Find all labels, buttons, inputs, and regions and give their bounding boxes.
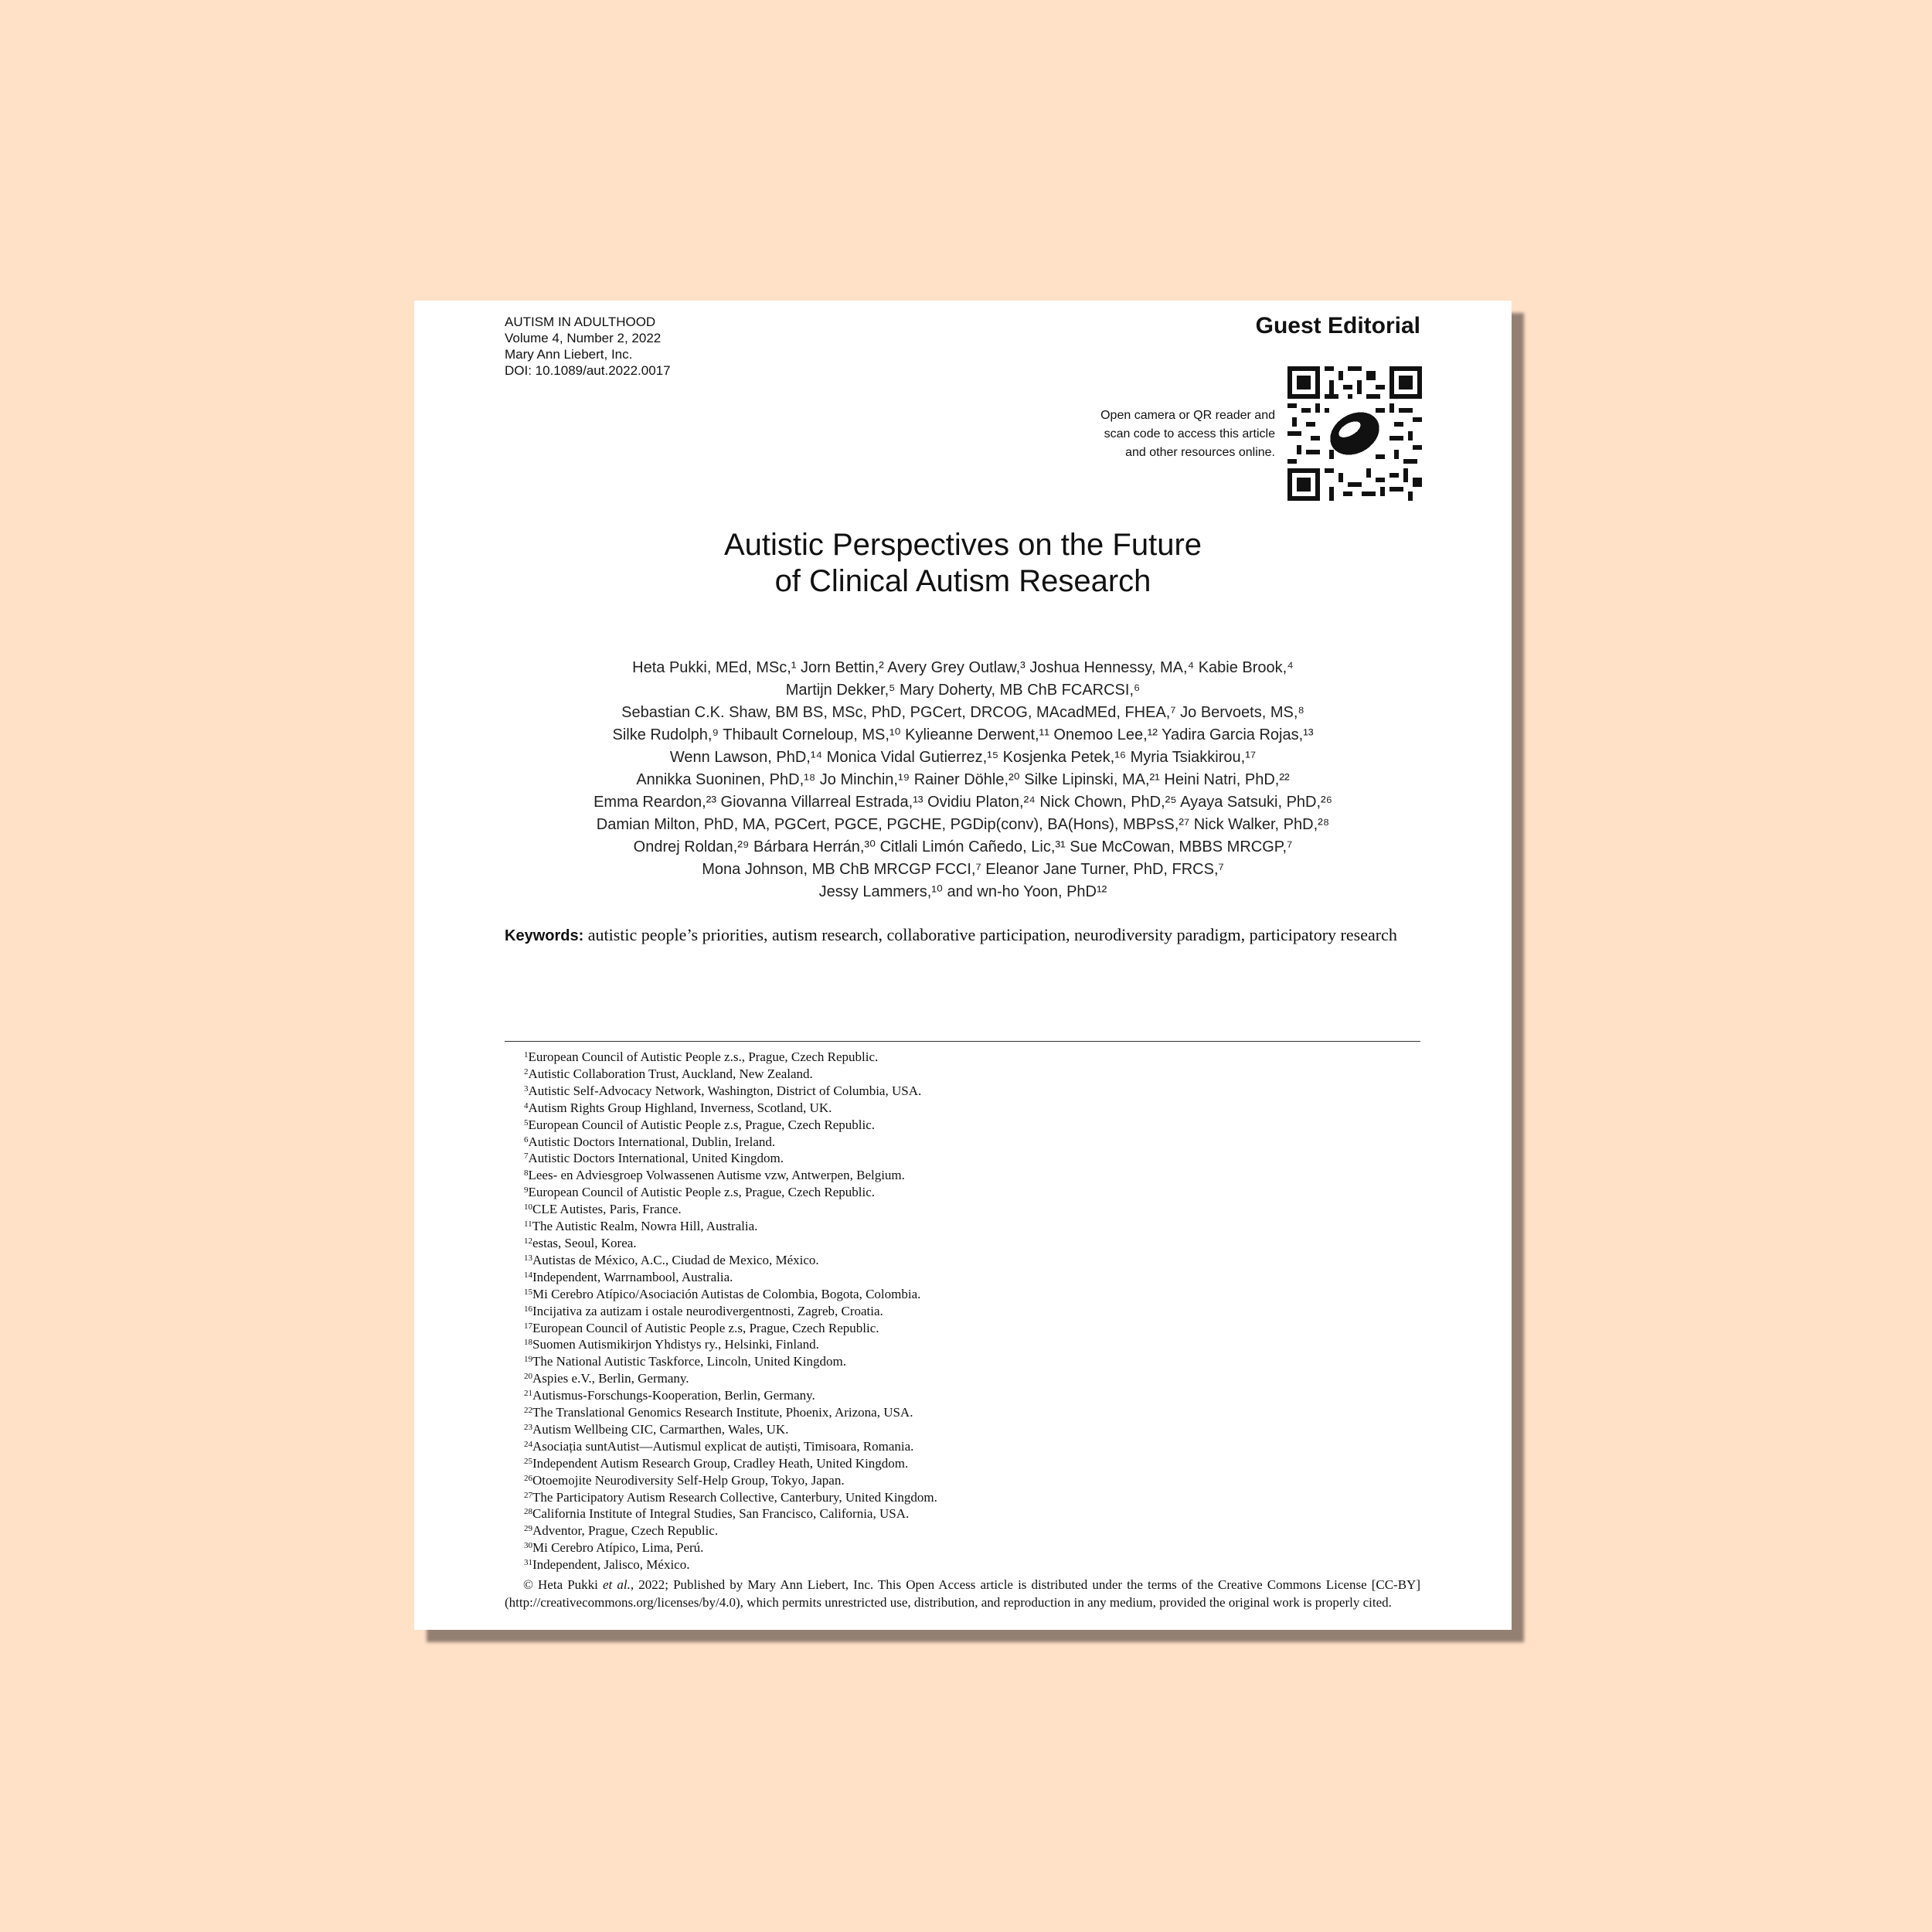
affiliation-item: [524, 1150, 937, 1167]
affiliation-item: [524, 1286, 937, 1303]
author-line: Wenn Lawson, PhD,¹⁴ Monica Vidal Gutierrez,¹⁵ Kosjenka Petek,¹⁶ Myria Tsiakkirou,¹⁷: [669, 749, 1257, 766]
affiliation-number: 30: [524, 1541, 532, 1551]
author-line: Sebastian C.K. Shaw, BM BS, MSc, PhD, PGCert, DRCOG, MAcadMEd, FHEA,⁷ Jo Bervoets, MS,⁸: [621, 704, 1304, 721]
qr-code-icon[interactable]: [1287, 366, 1422, 501]
affiliation-item: [524, 1134, 937, 1151]
affiliation-number: 10: [524, 1202, 532, 1213]
affiliation-text: Independent Autism Research Group, Cradley Heath, United Kingdom.: [532, 1455, 909, 1471]
affiliation-text: estas, Seoul, Korea.: [532, 1235, 637, 1250]
keywords: [505, 923, 1420, 947]
affiliation-item: [524, 1404, 937, 1421]
journal-doi: DOI: 10.1089/aut.2022.0017: [505, 363, 671, 378]
affiliation-number: 20: [524, 1372, 532, 1382]
author-line: Damian Milton, PhD, MA, PGCert, PGCE, PGCHE, PGDip(conv), BA(Hons), MBPsS,²⁷ Nick Walker, PhD,²⁸: [596, 816, 1330, 833]
affiliation-item: [524, 1472, 937, 1489]
keywords-label: Keywords:: [505, 927, 584, 944]
affiliation-text: Autistic Collaboration Trust, Auckland, New Zealand.: [528, 1066, 813, 1081]
affiliation-number: 2: [524, 1066, 529, 1077]
affiliation-item: [524, 1083, 937, 1100]
affiliation-number: 7: [524, 1151, 529, 1162]
affiliation-number: 27: [524, 1490, 532, 1500]
affiliation-text: The Participatory Autism Research Collective, Canterbury, United Kingdom.: [532, 1489, 937, 1505]
affiliation-text: Suomen Autismikirjon Yhdistys ry., Helsinki, Finland.: [532, 1337, 819, 1352]
affiliation-item: [524, 1438, 937, 1455]
affiliation-item: [524, 1421, 937, 1438]
affiliation-number: 19: [524, 1355, 532, 1365]
affiliation-item: [524, 1049, 937, 1066]
affiliation-text: Autismus-Forschungs-Kooperation, Berlin, Germany.: [532, 1388, 815, 1403]
affiliation-item: [524, 1201, 937, 1218]
article-title: [414, 527, 1512, 600]
affiliation-item: [524, 1539, 937, 1556]
affiliation-text: Incijativa za autizam i ostale neurodivergentnosti, Zagreb, Croatia.: [532, 1303, 883, 1318]
affiliation-item: [524, 1167, 937, 1184]
author-line: Mona Johnson, MB ChB MRCGP FCCI,⁷ Eleanor Jane Turner, PhD, FRCS,⁷: [702, 861, 1224, 878]
affiliation-item: [524, 1336, 937, 1353]
affiliation-item: [524, 1387, 937, 1404]
affiliation-text: The Translational Genomics Research Institute, Phoenix, Arizona, USA.: [532, 1405, 913, 1420]
affiliation-number: 4: [524, 1100, 529, 1111]
journal-name: AUTISM IN ADULTHOOD: [505, 315, 656, 329]
author-line: Ondrej Roldan,²⁹ Bárbara Herrán,³⁰ Citlali Limón Cañedo, Lic,³¹ Sue McCowan, MBBS MRCGP,⁷: [633, 838, 1293, 855]
affiliation-item: [524, 1184, 937, 1201]
affiliation-text: CLE Autistes, Paris, France.: [532, 1202, 682, 1217]
journal-volume: Volume 4, Number 2, 2022: [505, 331, 662, 345]
affiliation-number: 18: [524, 1338, 532, 1348]
affiliation-text: Autistic Doctors International, Dublin, Ireland.: [528, 1134, 776, 1149]
affiliation-number: 16: [524, 1304, 532, 1314]
affiliation-number: 1: [524, 1050, 529, 1060]
affiliation-item: [524, 1370, 937, 1387]
affiliation-number: 3: [524, 1083, 529, 1094]
affiliation-text: European Council of Autistic People z.s, Prague, Czech Republic.: [528, 1117, 876, 1132]
author-list: [461, 657, 1465, 903]
affiliation-item: [524, 1117, 937, 1134]
affiliation-number: 17: [524, 1321, 532, 1331]
affiliation-number: 23: [524, 1422, 532, 1432]
affiliation-text: California Institute of Integral Studies, San Francisco, California, USA.: [532, 1506, 910, 1522]
qr-note-line: Open camera or QR reader and: [1100, 409, 1275, 422]
affiliation-list: [524, 1049, 937, 1573]
affiliation-text: Lees- en Adviesgroep Volwassenen Autisme vzw, Antwerpen, Belgium.: [528, 1168, 905, 1183]
copyright-text-rest: , 2022; Published by Mary Ann Liebert, Inc. This Open Access article is distributed under the terms of the Creative Commons License [CC-BY] (http://creativecommons.org/licenses/by/4.0), which permits unrestricted use, distribution, and reproduction in any medium, provided the original work is properly cited.: [505, 1577, 1420, 1610]
footnote-divider: [505, 1041, 1420, 1042]
affiliation-number: 21: [524, 1389, 532, 1399]
affiliation-item: [524, 1218, 937, 1235]
journal-header: [505, 314, 671, 379]
affiliation-item: [524, 1235, 937, 1252]
affiliation-number: 5: [524, 1117, 529, 1128]
author-line: Silke Rudolph,⁹ Thibault Corneloup, MS,¹⁰ Kylieanne Derwent,¹¹ Onemoo Lee,¹² Yadira Garcia Rojas,¹³: [612, 726, 1314, 743]
affiliation-text: Autistic Doctors International, United Kingdom.: [528, 1151, 784, 1166]
article-page: [414, 301, 1512, 1630]
affiliation-item: [524, 1505, 937, 1522]
affiliation-text: Autism Rights Group Highland, Inverness, Scotland, UK.: [528, 1100, 832, 1115]
author-line: Jessy Lammers,¹⁰ and wn-ho Yoon, PhD¹²: [818, 883, 1107, 900]
affiliation-text: Independent, Jalisco, México.: [532, 1557, 690, 1573]
affiliation-item: [524, 1489, 937, 1506]
affiliation-text: Mi Cerebro Atípico, Lima, Perú.: [532, 1540, 704, 1556]
section-label: Guest Editorial: [1255, 313, 1420, 338]
affiliation-number: 11: [524, 1219, 532, 1230]
affiliation-number: 13: [524, 1253, 532, 1263]
qr-instructions: [1059, 406, 1275, 462]
affiliation-number: 26: [524, 1473, 532, 1483]
author-line: Emma Reardon,²³ Giovanna Villarreal Estrada,¹³ Ovidiu Platon,²⁴ Nick Chown, PhD,²⁵ Ayaya Satsuki, PhD,²⁶: [594, 794, 1332, 811]
affiliation-text: Independent, Warrnambool, Australia.: [532, 1269, 733, 1284]
affiliation-text: The Autistic Realm, Nowra Hill, Australia.: [532, 1219, 758, 1234]
affiliation-text: Autistas de México, A.C., Ciudad de Mexico, México.: [532, 1252, 819, 1267]
affiliation-text: Aspies e.V., Berlin, Germany.: [532, 1371, 689, 1386]
author-line: Heta Pukki, MEd, MSc,¹ Jorn Bettin,² Avery Grey Outlaw,³ Joshua Hennessy, MA,⁴ Kabie Brook,⁴: [632, 659, 1294, 676]
title-line: Autistic Perspectives on the Future: [723, 528, 1202, 562]
qr-note-line: and other resources online.: [1125, 446, 1275, 459]
affiliation-text: European Council of Autistic People z.s, Prague, Czech Republic.: [532, 1320, 879, 1335]
affiliation-item: [524, 1556, 937, 1573]
affiliation-number: 24: [524, 1439, 532, 1449]
affiliation-number: 6: [524, 1134, 529, 1145]
affiliation-text: Asociația suntAutist—Autismul explicat de autiști, Timisoara, Romania.: [532, 1438, 914, 1454]
affiliation-number: 31: [524, 1558, 532, 1568]
keywords-text: autistic people’s priorities, autism research, collaborative participation, neurodiversity paradigm, participatory research: [587, 925, 1397, 944]
author-line: Annikka Suoninen, PhD,¹⁸ Jo Minchin,¹⁹ Rainer Döhle,²⁰ Silke Lipinski, MA,²¹ Heini Natri, PhD,²²: [636, 771, 1290, 788]
affiliation-number: 9: [524, 1185, 529, 1196]
affiliation-text: Autism Wellbeing CIC, Carmarthen, Wales, UK.: [532, 1421, 789, 1437]
title-line: of Clinical Autism Research: [774, 564, 1151, 598]
affiliation-item: [524, 1455, 937, 1472]
affiliation-number: 12: [524, 1236, 532, 1246]
affiliation-number: 15: [524, 1287, 532, 1297]
affiliation-text: Mi Cerebro Atípico/Asociación Autistas de Colombia, Bogota, Colombia.: [532, 1286, 921, 1301]
journal-publisher: Mary Ann Liebert, Inc.: [505, 347, 633, 362]
affiliation-text: Adventor, Prague, Czech Republic.: [532, 1523, 719, 1539]
copyright-text: © Heta Pukki: [523, 1577, 604, 1592]
affiliation-item: [524, 1353, 937, 1370]
affiliation-item: [524, 1522, 937, 1539]
affiliation-item: [524, 1100, 937, 1117]
affiliation-item: [524, 1066, 937, 1083]
affiliation-number: 25: [524, 1456, 532, 1466]
affiliation-item: [524, 1269, 937, 1286]
affiliation-number: 22: [524, 1406, 532, 1416]
affiliation-text: European Council of Autistic People z.s., Prague, Czech Republic.: [528, 1049, 879, 1064]
qr-note-line: scan code to access this article: [1104, 427, 1275, 440]
affiliation-text: The National Autistic Taskforce, Lincoln, United Kingdom.: [532, 1354, 846, 1369]
affiliation-text: Otoemojite Neurodiversity Self-Help Group, Tokyo, Japan.: [532, 1472, 845, 1488]
author-line: Martijn Dekker,⁵ Mary Doherty, MB ChB FCARCSI,⁶: [785, 682, 1141, 699]
affiliation-number: 14: [524, 1270, 532, 1280]
copyright-etal: et al.: [603, 1577, 631, 1592]
copyright-notice: [505, 1577, 1420, 1611]
affiliation-number: 8: [524, 1168, 529, 1179]
affiliation-item: [524, 1320, 937, 1337]
affiliation-text: European Council of Autistic People z.s, Prague, Czech Republic.: [528, 1185, 876, 1200]
affiliation-text: Autistic Self-Advocacy Network, Washington, District of Columbia, USA.: [528, 1083, 922, 1098]
affiliation-number: 28: [524, 1507, 532, 1517]
affiliation-number: 29: [524, 1524, 532, 1534]
affiliation-item: [524, 1303, 937, 1320]
affiliation-item: [524, 1252, 937, 1269]
